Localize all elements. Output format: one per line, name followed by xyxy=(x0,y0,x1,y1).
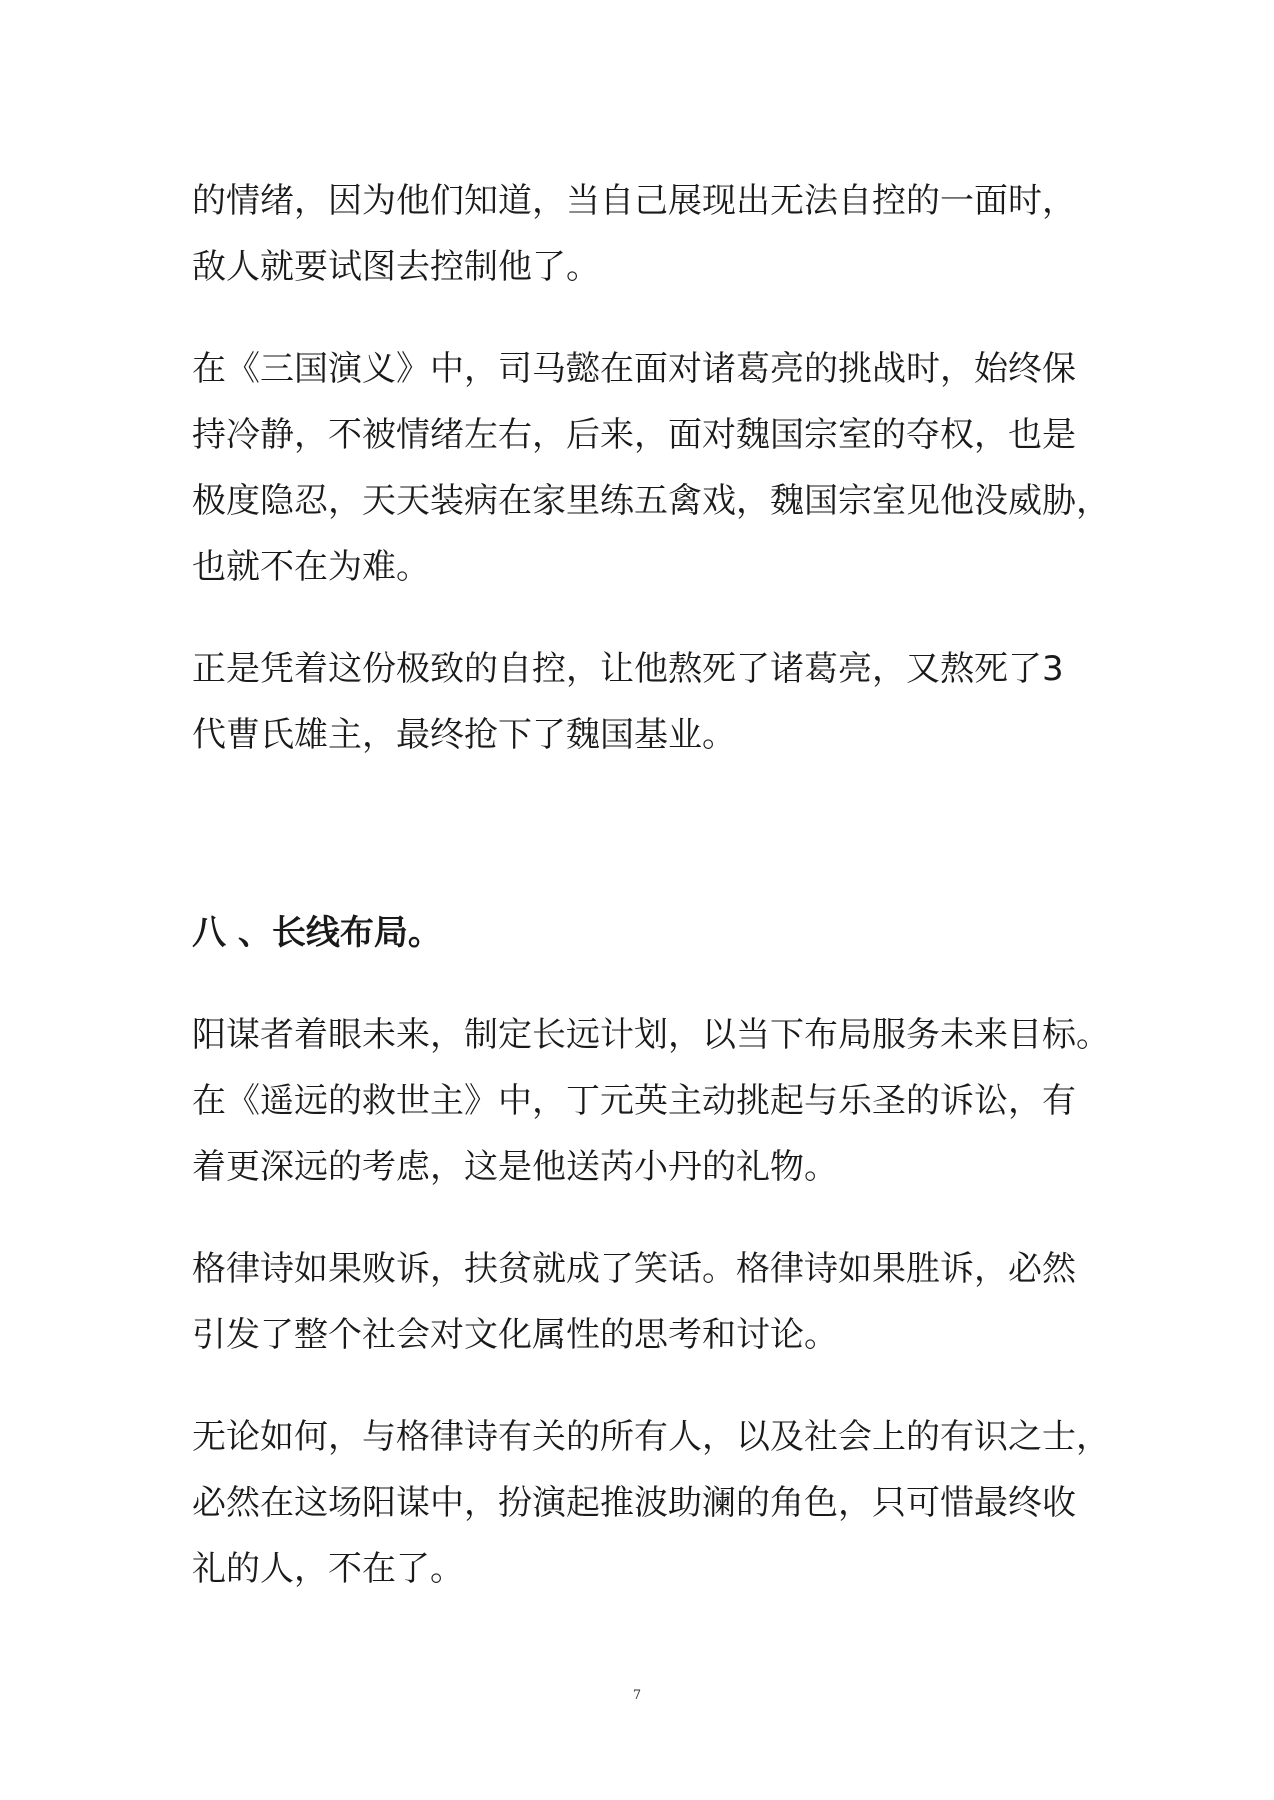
page-content xyxy=(192,168,1112,1602)
text-line: 无论如何，与格律诗有关的所有人，以及社会上的有识之士， xyxy=(192,1417,1110,1457)
paragraph xyxy=(192,1404,1112,1602)
text-line: 代曹氏雄主，最终抢下了魏国基业。 xyxy=(192,715,736,755)
paragraph xyxy=(192,1236,1112,1368)
text-line: 正是凭着这份极致的自控，让他熬死了诸葛亮，又熬死了3 xyxy=(192,649,1064,689)
text-line: 的情绪，因为他们知道，当自己展现出无法自控的一面时， xyxy=(192,181,1076,221)
text-line: 格律诗如果败诉，扶贫就成了笑话。格律诗如果胜诉，必然 xyxy=(192,1249,1076,1289)
text-line: 也就不在为难。 xyxy=(192,547,430,587)
paragraph xyxy=(192,336,1112,600)
paragraph xyxy=(192,168,1112,300)
paragraph xyxy=(192,636,1112,768)
text-line: 阳谋者着眼未来，制定长远计划，以当下布局服务未来目标。 xyxy=(192,1015,1110,1055)
text-line: 敌人就要试图去控制他了。 xyxy=(192,247,600,287)
text-line: 在《三国演义》中，司马懿在面对诸葛亮的挑战时，始终保 xyxy=(192,349,1076,389)
section-heading: 八 、长线布局。 xyxy=(192,913,442,953)
page-number: 7 xyxy=(632,1688,642,1703)
text-line: 持冷静，不被情绪左右，后来，面对魏国宗室的夺权，也是 xyxy=(192,415,1076,455)
text-line: 极度隐忍，天天装病在家里练五禽戏，魏国宗室见他没威胁， xyxy=(192,481,1110,521)
text-line: 引发了整个社会对文化属性的思考和讨论。 xyxy=(192,1315,838,1355)
paragraph xyxy=(192,1002,1112,1200)
text-line: 在《遥远的救世主》中，丁元英主动挑起与乐圣的诉讼，有 xyxy=(192,1081,1076,1121)
text-line: 必然在这场阳谋中，扮演起推波助澜的角色，只可惜最终收 xyxy=(192,1483,1076,1523)
text-line: 着更深远的考虑，这是他送芮小丹的礼物。 xyxy=(192,1147,838,1187)
text-line: 礼的人，不在了。 xyxy=(192,1549,464,1589)
